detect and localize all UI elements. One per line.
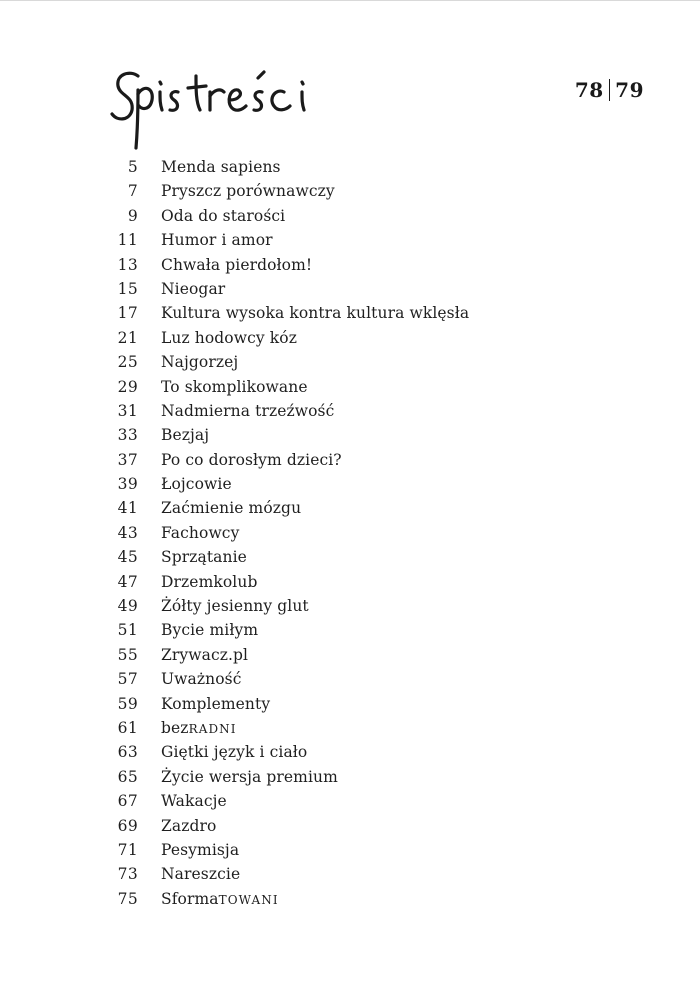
toc-title: Oda do starości: [161, 206, 286, 225]
toc-title: Humor i amor: [161, 231, 273, 250]
toc-entry: [0, 350, 700, 374]
toc-entry: [0, 521, 700, 545]
toc-page-number: 37: [117, 450, 138, 469]
toc-page-number: 5: [127, 158, 138, 176]
toc-page-number: 69: [117, 816, 138, 835]
toc-entry: [0, 301, 700, 325]
toc-page-number: 45: [117, 548, 138, 567]
toc-entry: [0, 887, 700, 911]
toc-entry: [0, 472, 700, 496]
toc-title-lower: Sforma: [161, 889, 219, 908]
page-numbers: [575, 78, 644, 102]
toc-page-number: 39: [117, 475, 138, 494]
toc-page-number: 43: [117, 523, 138, 542]
toc-page-number: 65: [117, 767, 138, 786]
toc-title: Żółty jesienny glut: [161, 597, 309, 616]
toc-entry: [0, 692, 700, 716]
toc-title: Zaćmienie mózgu: [161, 499, 302, 518]
toc-page-number: 29: [117, 377, 138, 396]
toc-title: Luz hodowcy kóz: [161, 328, 297, 347]
toc-page-number: 63: [117, 743, 138, 762]
toc-title: Giętki język i ciało: [161, 743, 308, 762]
toc-entry: [0, 838, 700, 862]
toc-page-number: 59: [117, 694, 138, 713]
toc-title: Bycie miłym: [161, 621, 259, 640]
toc-title-smallcaps: TOWANI: [218, 892, 279, 907]
toc-title: Uważność: [161, 670, 242, 689]
toc-entry: [0, 448, 700, 472]
toc-title: Wakacje: [161, 792, 227, 811]
toc-entry: [0, 765, 700, 789]
toc-entry: [0, 740, 700, 764]
toc-page-number: 67: [117, 792, 138, 811]
toc-page-number: 9: [127, 206, 138, 225]
toc-title: Zrywacz.pl: [161, 645, 249, 664]
toc-entry: [0, 326, 700, 350]
toc-title: Łojcowie: [161, 475, 232, 494]
toc-page-number: 25: [117, 353, 138, 372]
toc-page-number: 57: [117, 670, 138, 689]
page-title: [108, 62, 318, 154]
toc-title: Komplementy: [161, 694, 271, 713]
toc-page-number: 61: [117, 718, 138, 737]
toc-page-number: 21: [117, 328, 138, 347]
toc-title: Drzemkolub: [161, 572, 258, 591]
toc-title: Bezjaj: [161, 426, 210, 445]
toc-page-number: 41: [117, 499, 138, 518]
toc-entry: [0, 814, 700, 838]
toc-entry: [0, 179, 700, 203]
toc-title: Kultura wysoka kontra kultura wklęsła: [161, 304, 470, 323]
toc-title: To skomplikowane: [161, 377, 308, 396]
toc-title: Pesymisja: [161, 840, 240, 859]
toc-entry: [0, 399, 700, 423]
toc-page-number: 17: [117, 304, 138, 323]
right-page-number: 79: [615, 78, 644, 102]
toc-title: Chwała pierdołom!: [161, 255, 313, 274]
toc-page-number: 55: [117, 645, 138, 664]
toc-title: Nadmierna trzeźwość: [161, 401, 335, 420]
toc-page-number: 15: [117, 279, 138, 298]
toc-entry: [0, 594, 700, 618]
toc-title: Życie wersja premium: [161, 767, 338, 786]
toc-entry: [0, 618, 700, 642]
top-border: [0, 0, 700, 1]
toc-entry: [0, 545, 700, 569]
toc-title-lower: bez: [161, 718, 189, 737]
toc-page-number: 47: [117, 572, 138, 591]
table-of-contents: [0, 155, 700, 911]
toc-title-smallcaps: RADNI: [188, 721, 237, 736]
page-number-separator: [609, 79, 611, 101]
toc-title: Pryszcz porównawczy: [161, 182, 335, 201]
toc-entry: [0, 375, 700, 399]
toc-page-number: 51: [117, 621, 138, 640]
toc-page-number: 7: [127, 182, 138, 201]
toc-entry: [0, 643, 700, 667]
toc-page-number: 75: [117, 889, 138, 908]
toc-title: Nareszcie: [161, 865, 241, 884]
toc-entry: [0, 667, 700, 691]
toc-title: [161, 887, 279, 912]
toc-title: Fachowcy: [161, 523, 240, 542]
toc-entry: [0, 228, 700, 252]
toc-title: Menda sapiens: [161, 158, 281, 176]
toc-page-number: 33: [117, 426, 138, 445]
handwritten-title-icon: [108, 62, 318, 154]
toc-entry: [0, 423, 700, 447]
toc-entry: [0, 570, 700, 594]
toc-page-number: 49: [117, 597, 138, 616]
left-page-number: 78: [574, 78, 604, 102]
toc-title: [161, 716, 237, 741]
toc-page-number: 13: [117, 255, 138, 274]
toc-page-number: 73: [117, 865, 138, 884]
toc-page-number: 31: [117, 401, 138, 420]
toc-title: Zazdro: [161, 816, 217, 835]
toc-page-number: 71: [117, 840, 138, 859]
toc-entry: [0, 496, 700, 520]
toc-entry: [0, 253, 700, 277]
toc-title: Sprzątanie: [161, 548, 247, 567]
toc-page-number: 11: [117, 231, 138, 250]
toc-title: Nieogar: [161, 279, 226, 298]
toc-entry: [0, 789, 700, 813]
toc-title: Po co dorosłym dzieci?: [161, 450, 342, 469]
toc-title: Najgorzej: [161, 353, 239, 372]
toc-entry: [0, 862, 700, 886]
toc-entry: [0, 277, 700, 301]
toc-entry: [0, 155, 700, 179]
toc-entry: [0, 716, 700, 740]
toc-entry: [0, 204, 700, 228]
